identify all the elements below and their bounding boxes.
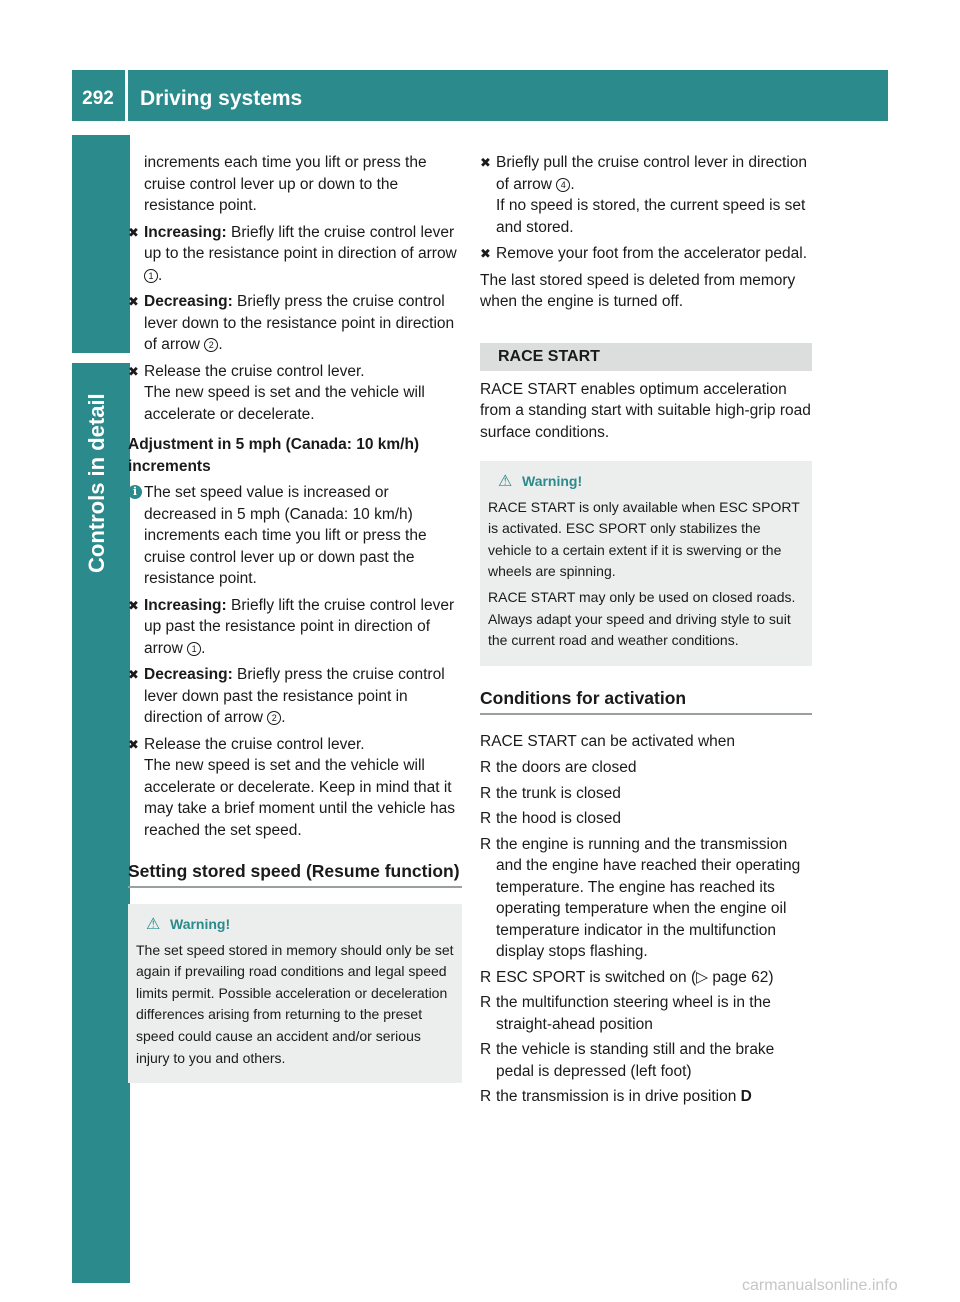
step-arrow-icon: ✖ (480, 155, 491, 170)
arrow-number-2: 2 (267, 711, 281, 725)
step-result: The new speed is set and the vehicle will accelerate or decelerate. (144, 384, 425, 423)
step-increasing-2: ✖ Increasing: Briefly lift the cruise control lever up past the resistance point in direction of arrow 1 . (128, 596, 455, 657)
warning-box-resume (128, 904, 462, 1083)
warning-text: RACE START may only be used on closed roads. Always adapt your speed and driving style to suit the current road and weather conditions. (488, 588, 796, 649)
condition-text: the doors are closed (496, 759, 637, 777)
condition-item (480, 834, 812, 963)
step-release-1 (128, 361, 462, 426)
condition-text: the vehicle is standing still and the brake pedal is depressed (left foot) (496, 1041, 775, 1080)
step-text: Briefly press the cruise control lever down to the resistance point in direction of arrow (144, 293, 455, 353)
conditions-intro: RACE START can be activated when (480, 732, 736, 750)
step-label: Increasing: (144, 596, 227, 614)
warning-box-race-start (480, 461, 812, 666)
race-intro: RACE START enables optimum acceleration from a standing start with suitable high-grip road surface conditions. (480, 380, 811, 441)
step-arrow-icon: ✖ (128, 597, 139, 613)
arrow-number-1: 1 (187, 642, 201, 656)
condition-item (480, 1086, 812, 1108)
condition-item (480, 808, 812, 830)
step-text: Remove your foot from the accelerator pedal. (496, 245, 808, 262)
step-pull-lever: ✖ Briefly pull the cruise control lever in direction of arrow 4 . If no speed is stored, the current speed is set and stored. (480, 152, 812, 238)
step-release-2 (128, 734, 462, 842)
condition-text: the engine is running and the transmission and the engine have reached their operating temperature. The engine has reached its operating temperature when the engine oil temperature indicator in the multifunction display stops flashing. (496, 835, 801, 961)
condition-item (480, 992, 812, 1035)
condition-item (480, 1039, 812, 1082)
bullet-icon: R (480, 968, 492, 986)
arrow-number-1: 1 (144, 269, 158, 283)
condition-item (480, 757, 812, 779)
step-text: Briefly lift the cruise control lever up to the resistance point in direction of arrow (144, 223, 457, 262)
step-decreasing-1: ✖ Decreasing: Briefly press the cruise control lever down to the resistance point in direction of arrow 2 . (128, 293, 455, 353)
warning-title-text: Warning! (522, 473, 583, 489)
warning-triangle-icon: ⚠ (146, 916, 161, 933)
step-result: The new speed is set and the vehicle will accelerate or decelerate. Keep in mind that it may take a brief moment until the vehicle has reached the set speed. (144, 757, 456, 839)
warning-title (488, 471, 806, 493)
step-label: Increasing: (144, 223, 227, 241)
step-increasing-1: ✖ Increasing: Briefly lift the cruise control lever up to the resistance point in direction of arrow 1 . (128, 223, 457, 284)
bullet-icon: R (480, 1041, 492, 1059)
condition-text: the transmission is in drive position (496, 1088, 741, 1106)
drive-position-letter: D (740, 1088, 752, 1106)
step-arrow-icon: ✖ (128, 294, 139, 309)
heading-conditions: Conditions for activation (480, 686, 812, 715)
warning-triangle-icon: ⚠ (498, 473, 513, 490)
left-column (128, 152, 462, 1083)
heading-resume-function: Setting stored speed (Resume function) (128, 859, 462, 888)
step-result: If no speed is stored, the current speed is set and stored. (496, 197, 806, 236)
header-divider (125, 70, 128, 121)
intro-continuation: increments each time you lift or press the cruise control lever up or down to the resistance point. (144, 154, 427, 214)
condition-item (480, 783, 812, 805)
bullet-icon: R (480, 810, 492, 828)
warning-title-text: Warning! (170, 916, 231, 932)
warning-text: The set speed stored in memory should only be set again if prevailing road conditions and legal speed limits permit. Possible acceleration or deceleration differences arising from returning to the preset speed could cause an accident and/or serious injury to you and others. (136, 941, 454, 1066)
condition-text: the hood is closed (496, 810, 621, 828)
section-title: Driving systems (140, 87, 303, 110)
condition-text: the multifunction steering wheel is in the straight-ahead position (496, 994, 771, 1033)
deleted-note: The last stored speed is deleted from memory when the engine is turned off. (480, 271, 796, 310)
arrow-number-4: 4 (556, 178, 570, 192)
step-arrow-icon: ✖ (480, 246, 491, 261)
condition-item (480, 967, 812, 989)
footer-watermark: carmanualsonline.info (742, 1277, 898, 1294)
step-arrow-icon: ✖ (128, 363, 139, 379)
step-arrow-icon: ✖ (128, 667, 139, 682)
bullet-icon: R (480, 1088, 492, 1106)
bullet-icon: R (480, 994, 492, 1012)
page-number: 292 (82, 88, 114, 109)
bullet-icon: R (480, 784, 492, 802)
step-text: Briefly pull the cruise control lever in direction of arrow (496, 154, 807, 193)
step-remove-foot (480, 243, 812, 265)
side-tab-label: Controls in detail (84, 393, 109, 573)
bullet-icon: R (480, 835, 492, 853)
condition-text: the trunk is closed (496, 784, 621, 802)
warning-title (136, 914, 456, 936)
step-arrow-icon: ✖ (128, 224, 139, 240)
step-arrow-icon: ✖ (128, 736, 139, 752)
right-column (480, 152, 812, 1112)
condition-text[interactable]: ESC SPORT is switched on (▷ page 62) (496, 968, 774, 986)
heading-race-start: RACE START (480, 343, 812, 371)
step-text: Release the cruise control lever. (144, 735, 365, 753)
step-text: Briefly lift the cruise control lever up past the resistance point in direction of arrow (144, 596, 455, 657)
info-note-text: The set speed value is increased or decreased in 5 mph (Canada: 10 km/h) increments each time you lift or press the cruise control lever up or down past the resistance point. (144, 484, 427, 587)
arrow-number-2: 2 (204, 338, 218, 352)
info-icon: i (128, 485, 142, 499)
side-tab-top (72, 135, 130, 353)
step-decreasing-2: ✖ Decreasing: Briefly press the cruise control lever down past the resistance point in direction of arrow 2 . (128, 666, 445, 726)
bullet-icon: R (480, 759, 492, 777)
info-note (128, 482, 462, 590)
step-label: Decreasing: (144, 666, 233, 683)
step-label: Decreasing: (144, 293, 233, 310)
step-text: Briefly press the cruise control lever down past the resistance point in direction of arrow (144, 666, 445, 726)
subheading-adjustment: Adjustment in 5 mph (Canada: 10 km/h) increments (128, 436, 420, 475)
step-text: Release the cruise control lever. (144, 362, 365, 380)
warning-text: RACE START is only available when ESC SPORT is activated. ESC SPORT only stabilizes the vehicle to a certain extent if it is swerving or the wheels are spinning. (488, 498, 800, 580)
